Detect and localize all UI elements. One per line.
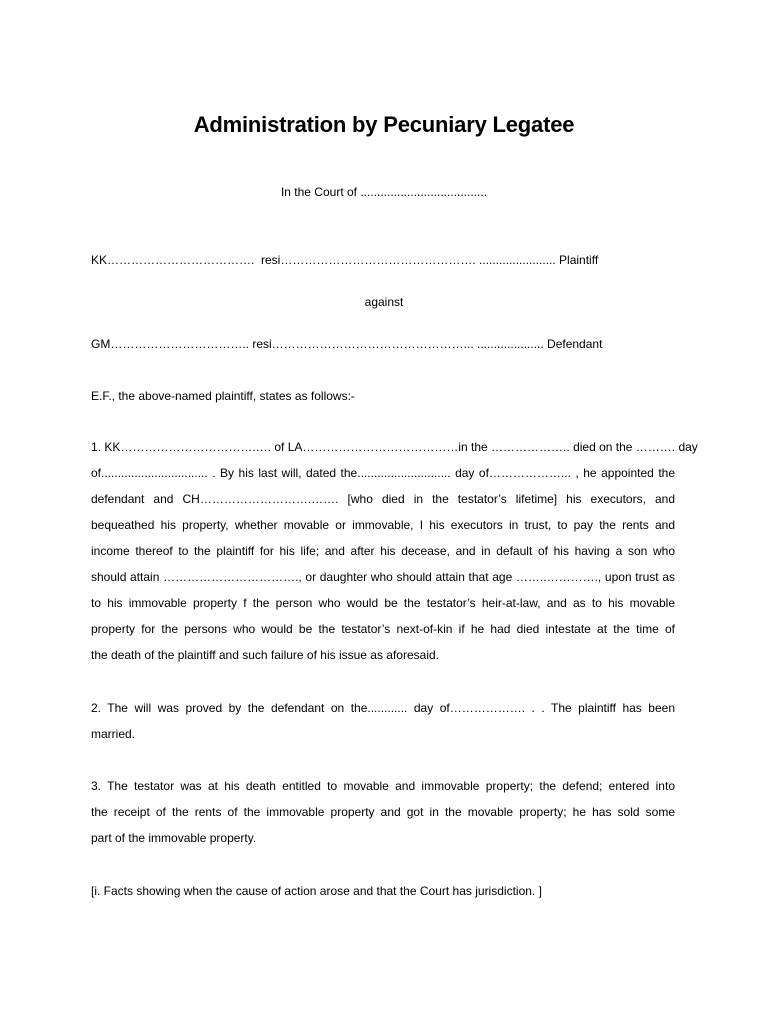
paragraph-line: to his immovable property f the person who would be the testator’s heir-at-law, and as to his movable — [91, 596, 675, 610]
paragraph-line: bequeathed his property, whether movable or immovable, I his executors in trust, to pay the rents and — [91, 518, 675, 532]
paragraph-line: of................................ . By his last will, dated the............................ day of………………... , he appointed the — [91, 466, 675, 480]
plaintiff-name: KK………………………………. — [91, 253, 255, 267]
paragraph-line: the receipt of the rents of the immovable property and got in the movable property; he has sold some — [91, 805, 675, 819]
plaintiff-line — [91, 253, 598, 267]
intro-statement: E.F., the above-named plaintiff, states as follows:- — [91, 389, 355, 403]
paragraph-line: income thereof to the plaintiff for his life; and after his decease, and in default of his having a son who — [91, 544, 675, 558]
defendant-residence: resi…………………………………………... .................... Defendant — [252, 337, 603, 351]
paragraph-line: 1. KK…………………………….…. of LA…………………………………in the ……………….. died on the ………. day — [91, 440, 698, 454]
paragraph-line: part of the immovable property. — [91, 831, 257, 845]
paragraph-1 — [91, 434, 698, 668]
court-line: In the Court of ...................................... — [280, 185, 488, 199]
defendant-line — [91, 337, 602, 351]
paragraph-3 — [91, 773, 675, 851]
paragraph-2 — [91, 695, 675, 747]
paragraph-line: 2. The will was proved by the defendant on the............ day of………………. . . The plaintiff has been — [91, 701, 675, 715]
paragraph-line: the death of the plaintiff and such failure of his issue as aforesaid. — [91, 648, 439, 662]
document-title: Administration by Pecuniary Legatee — [193, 112, 575, 137]
paragraph-4: [i. Facts showing when the cause of action arose and that the Court has jurisdiction. ] — [91, 884, 542, 898]
plaintiff-residence: resi…………………………………………. ....................... Plaintiff — [261, 253, 599, 267]
paragraph-line: married. — [91, 727, 136, 741]
paragraph-line: should attain ……………………………., or daughter who should attain that age ……..…………., upon trust as — [91, 570, 675, 584]
against-label: against — [364, 295, 404, 309]
defendant-name: GM…………………………….. — [91, 337, 249, 351]
paragraph-line: property for the persons who would be the testator’s next-of-kin if he had died intestate at the time of — [91, 622, 675, 636]
paragraph-line: defendant and CH……………………….……. [who died in the testator’s lifetime] his executors, and — [91, 492, 675, 506]
paragraph-line: 3. The testator was at his death entitled to movable and immovable property; the defend; entered into — [91, 779, 675, 793]
